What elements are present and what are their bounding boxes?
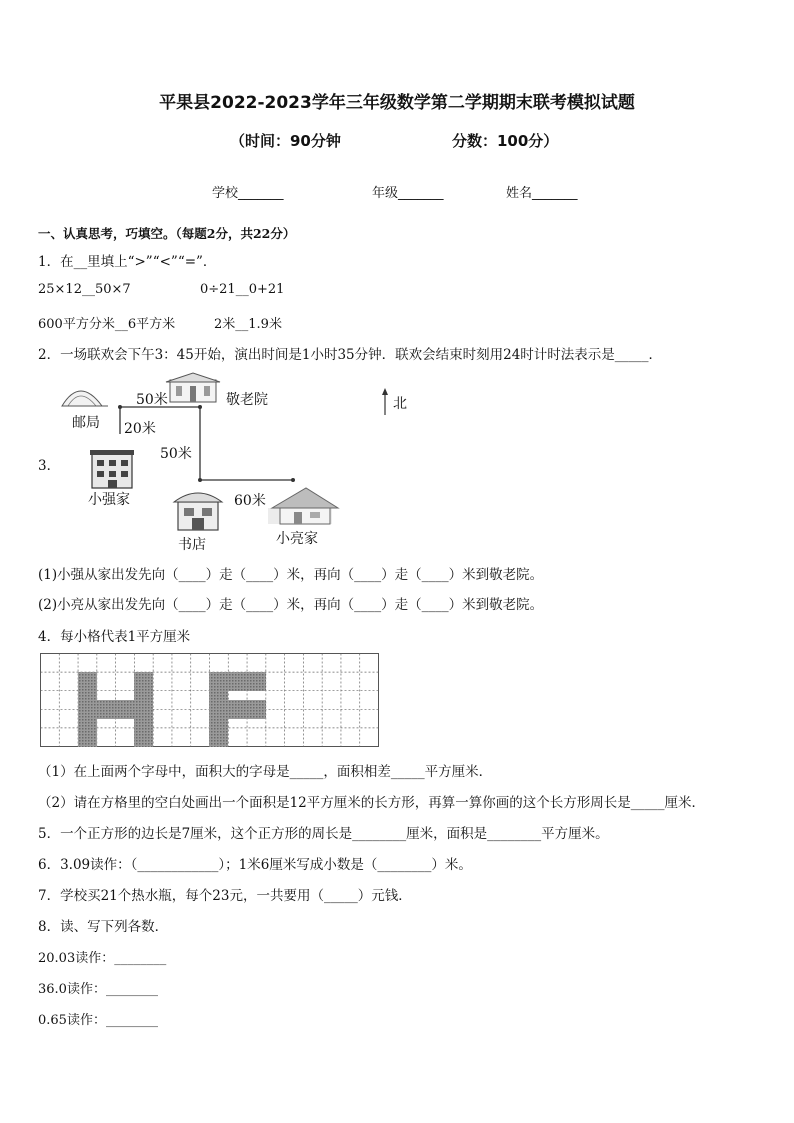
q1-b: 0÷21__0+21 [200, 282, 285, 297]
name-field: 姓名_______ [506, 186, 578, 201]
q1-stem: 1．在__里填上“>”“<”“=”． [38, 254, 217, 270]
q4-sub2: （2）请在方格里的空白处画出一个面积是12平方厘米的长方形，再算一算你画的这个长方形周长是_____厘米． [38, 795, 706, 811]
xiaoliang-home-icon [268, 488, 338, 524]
distance-label: 60米 [234, 493, 266, 509]
q1-a: 25×12__50×7 [38, 282, 131, 297]
bookstore-icon [174, 493, 222, 530]
q5-text: 5．一个正方形的边长是7厘米，这个正方形的周长是________厘米，面积是________平方厘米。 [38, 826, 609, 842]
section-heading: 一、认真思考，巧填空。（每题2分，共22分） [38, 226, 296, 241]
bookstore-label: 书店 [178, 537, 206, 553]
junction-dot [291, 478, 295, 482]
q8-stem: 8．读、写下列各数． [38, 919, 169, 935]
q1-d: 2米__1.9米 [214, 317, 282, 332]
xiaoliang-home-label: 小亮家 [276, 531, 318, 547]
grade-field: 年级_______ [372, 186, 444, 201]
school-field: 学校_______ [212, 186, 284, 201]
q8-b: 36.0读作：________ [38, 982, 158, 997]
xiaoqiang-home-label: 小强家 [88, 492, 130, 508]
page-title: 平果县2022-2023学年三年级数学第二学期期末联考模拟试题 [159, 93, 635, 113]
junction-dot [198, 478, 202, 482]
square-grid [40, 653, 382, 749]
q8-a: 20.03读作：________ [38, 951, 167, 966]
post-office-icon [62, 391, 108, 406]
q8-c: 0.65读作：________ [38, 1013, 158, 1028]
post-office-label: 邮局 [72, 415, 100, 431]
time-label: （时间：90分钟 [230, 132, 341, 150]
distance-label: 50米 [136, 392, 168, 408]
q6-text: 6．3.09读作：（____________）；1米6厘米写成小数是（________）米。 [38, 857, 472, 873]
junction-dot [118, 405, 122, 409]
distance-label: 20米 [124, 421, 156, 437]
north-arrow-icon [380, 388, 390, 416]
q1-c: 600平方分米__6平方米 [38, 317, 176, 332]
q3-sub1: (1)小强从家出发先向（____）走（____）米，再向（____）走（____）米到敬老院。 [38, 567, 544, 583]
distance-label: 50米 [160, 446, 192, 462]
q4-stem: 4．每小格代表1平方厘米 [38, 629, 191, 645]
nursing-home-label: 敬老院 [226, 392, 268, 408]
north-label: 北 [393, 396, 407, 412]
q3-sub2: (2)小亮从家出发先向（____）走（____）米，再向（____）走（____）米到敬老院。 [38, 597, 544, 613]
direction-map [58, 372, 358, 552]
junction-dot [198, 405, 202, 409]
q3-number: 3． [38, 458, 61, 474]
q7-text: 7．学校买21个热水瓶，每个23元，一共要用（_____）元钱． [38, 888, 412, 904]
score-label: 分数：100分） [452, 132, 559, 150]
nursing-home-icon [166, 373, 220, 402]
xiaoqiang-home-icon [90, 450, 134, 488]
q4-sub1: （1）在上面两个字母中，面积大的字母是_____，面积相差_____平方厘米． [38, 764, 493, 780]
q2-text: 2．一场联欢会下午3：45开始，演出时间是1小时35分钟．联欢会结束时刻用24时计时法表示是_____． [38, 347, 663, 363]
